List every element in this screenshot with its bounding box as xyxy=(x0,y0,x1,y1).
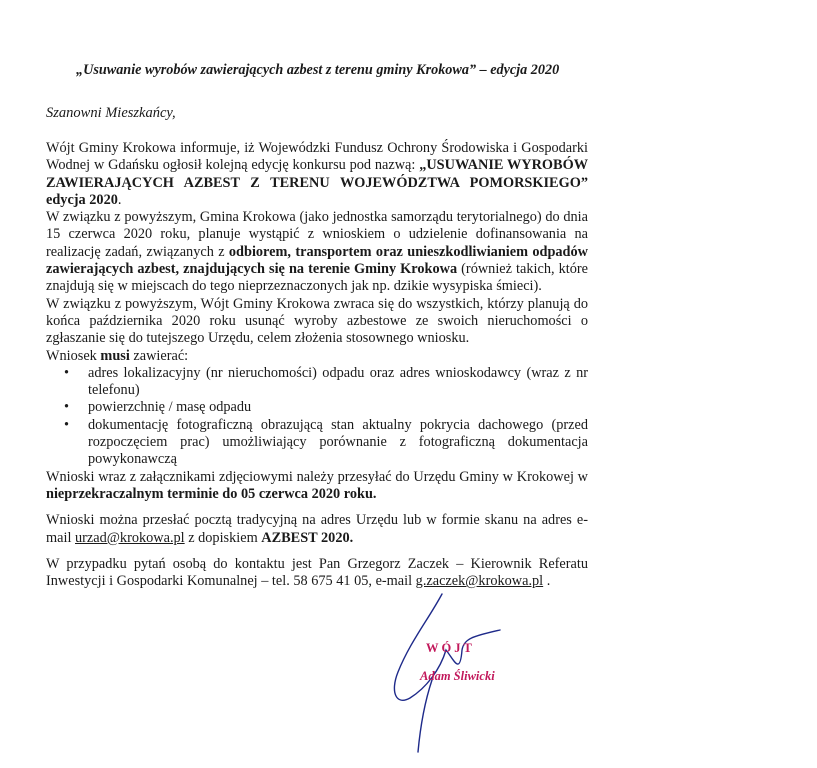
stamp-title: WÓJT xyxy=(426,641,475,655)
paragraph-requirements: Wniosek musi zawierać: xyxy=(46,347,189,364)
paragraph-submission: Wnioski można przesłać pocztą tradycyjną na adres Urzędu lub w formie skanu na adres e-mail urzad@krokowa.pl z dopiskiem AZBEST 2020. xyxy=(46,512,588,546)
paragraph-deadline: Wnioski wraz z załącznikami zdjęciowymi należy przesyłać do Urzędu Gminy w Krokowej w nieprzekraczalnym terminie do 05 czerwca 2020 roku. xyxy=(46,468,588,502)
paragraph-contact: W przypadku pytań osobą do kontaktu jest Pan Grzegorz Zaczek – Kierownik Referatu Inwestycji i Gospodarki Komunalnej – tel. 58 675 41 05, e-mail g.zaczek@krokowa.pl . xyxy=(46,555,588,590)
list-item: • dokumentację fotograficzną obrazującą stan aktualny pokrycia dachowego (przed rozpoczęciem prac) umożliwiający porównanie z fotograficzną dokumentacja powykonawczą xyxy=(64,416,588,468)
list-item: • powierzchnię / masę odpadu xyxy=(64,399,252,416)
email-link-contact[interactable]: g.zaczek@krokowa.pl xyxy=(415,573,544,590)
document-body xyxy=(46,140,588,590)
bullet-icon: • xyxy=(64,399,70,416)
requirements-list xyxy=(46,365,588,469)
email-link-office[interactable]: urzad@krokowa.pl xyxy=(75,529,185,546)
list-item: • adres lokalizacyjny (nr nieruchomości) odpadu oraz adres wnioskodawcy (wraz z nr telefonu) xyxy=(64,364,588,399)
bullet-icon: • xyxy=(64,364,70,381)
bullet-icon: • xyxy=(64,416,70,433)
greeting: Szanowni Mieszkańcy, xyxy=(46,105,176,121)
paragraph-funding: W związku z powyższym, Gmina Krokowa (jako jednostka samorządu terytorialnego) do dnia 15 czerwca 2020 roku, planuje wystąpić z wnioskiem o udzielenie dofinansowania na realizację zadań, związanych z odbiorem, transportem oraz unieszkodliwianiem odpadów zawierających azbest, znajdujących się na terenie Gminy Krokowa (również takich, które znajdują się w miejscach do tego nieprzeznaczonych jak np. dzikie wysypiska śmieci). xyxy=(46,209,588,295)
paragraph-appeal: W związku z powyższym, Wójt Gminy Krokowa zwraca się do wszystkich, którzy planują do końca października 2020 roku usunąć wyroby azbestowe ze swoich nieruchomości o zgłaszanie się do tutejszego Urzędu, celem złożenia stosownego wniosku. xyxy=(46,295,588,347)
document-title: „Usuwanie wyrobów zawierających azbest z terenu gminy Krokowa” – edycja 2020 xyxy=(76,62,560,78)
stamp-name: Adam Śliwicki xyxy=(420,669,495,683)
signature-stamp xyxy=(370,580,530,760)
paragraph-announcement: Wójt Gminy Krokowa informuje, iż Wojewódzki Fundusz Ochrony Środowiska i Gospodarki Wodnej w Gdańsku ogłosił kolejną edycję konkursu pod nazwą: „USUWANIE WYROBÓW ZAWIERAJĄCYCH AZBEST Z TERENU WOJEWÓDZTWA POMORSKIEGO” edycja 2020. xyxy=(46,140,589,208)
